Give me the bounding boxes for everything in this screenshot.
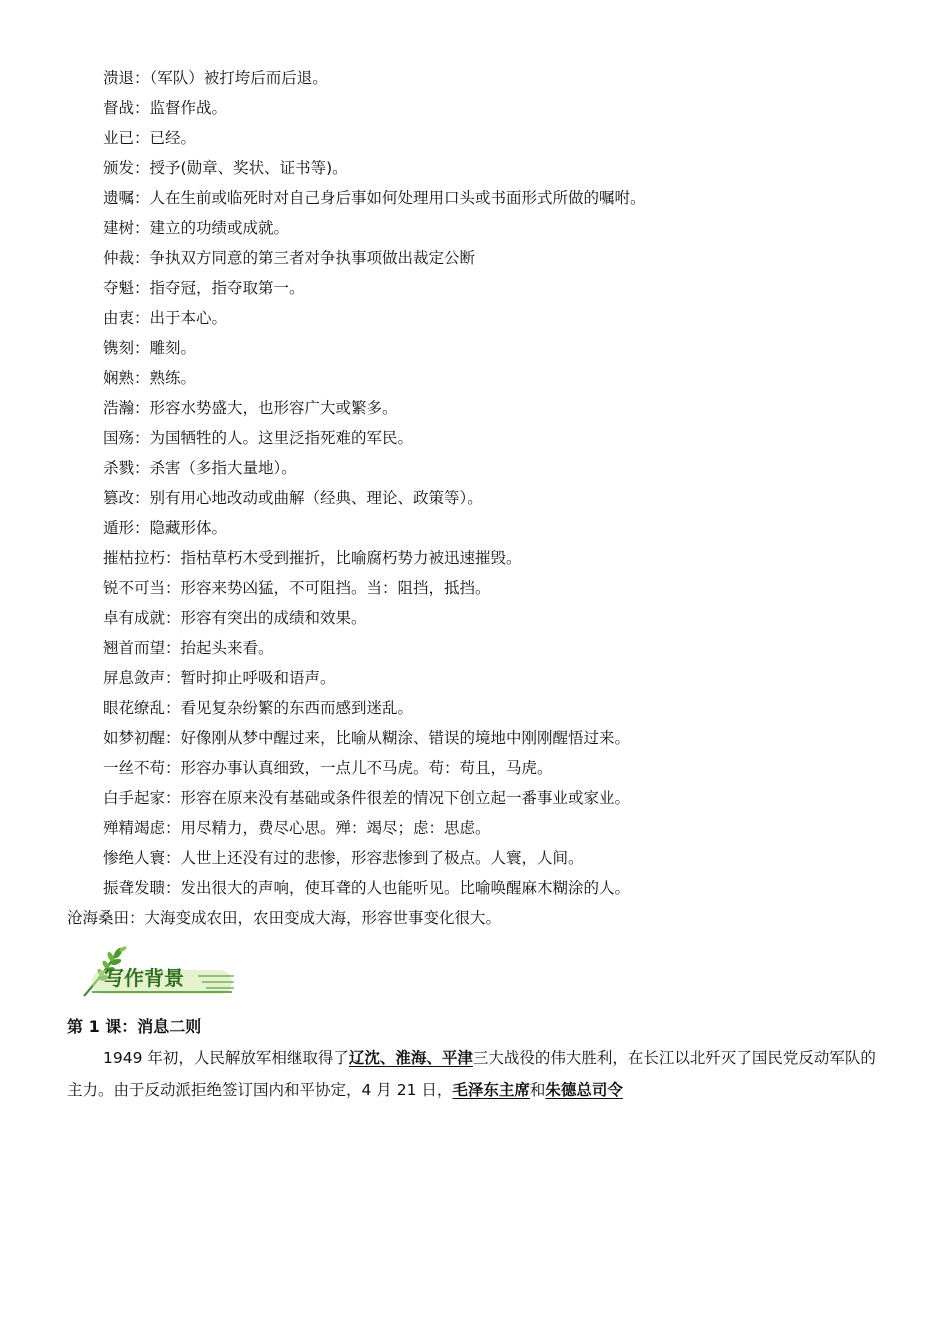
vocab-separator: ： [134,129,150,147]
vocab-term: 惨绝人寰 [103,849,166,867]
vocab-term: 如梦初醒 [103,729,166,747]
vocab-entry [0,303,950,333]
lesson-paragraph [67,1042,879,1106]
vocab-term: 卓有成就 [103,609,166,627]
vocab-definition: 发出很大的声响，使耳聋的人也能听见。比喻唤醒麻木糊涂的人。 [180,879,631,897]
vocab-separator: ： [134,159,150,177]
paragraph-text: 1949 年初，人民解放军相继取得了 [103,1049,349,1067]
vocab-definition: 形容有突出的成绩和效果。 [180,609,367,627]
vocab-separator: ： [165,819,181,837]
vocab-separator: ： [165,699,181,717]
vocab-separator: ： [165,879,181,897]
vocab-term: 白手起家 [103,789,166,807]
vocab-term: 一丝不苟 [103,759,166,777]
vocab-term: 建树 [103,219,135,237]
vocab-entry [0,753,950,783]
banner-title: 写作背景 [104,966,184,990]
keyword-highlight: 毛泽东主席 [452,1081,530,1099]
vocab-term: 颁发 [103,159,135,177]
vocab-entry [0,213,950,243]
vocab-definition: 形容来势凶猛，不可阻挡。当：阻挡，抵挡。 [180,579,491,597]
paragraph-text: 三大战役的伟大胜利，在长江以北歼灭了国民党反动军队的主力。由于反动派拒绝签订国内和平协定，4 月 21 日， [67,1049,876,1099]
vocab-definition: 形容水势盛大，也形容广大或繁多。 [149,399,398,417]
vocab-definition: 授予(勋章、奖状、证书等)。 [149,159,348,177]
vocab-term: 国殇 [103,429,135,447]
vocab-entry [0,663,950,693]
vocab-definition: 隐藏形体。 [149,519,228,537]
vocab-separator: ： [134,249,150,267]
vocab-separator: ： [134,189,150,207]
vocab-term: 督战 [103,99,135,117]
vocab-term: 沧海桑田 [67,909,130,927]
vocab-definition: 看见复杂纷繁的东西而感到迷乱。 [180,699,414,717]
vocab-separator: ： [165,759,181,777]
vocab-term: 遗嘱 [103,189,135,207]
vocab-term: 振聋发聩 [103,879,166,897]
vocab-entry [0,603,950,633]
vocab-entry [0,273,950,303]
vocab-definition: 用尽精力，费尽心思。殚：竭尽；虑：思虑。 [180,819,491,837]
vocab-entry [0,723,950,753]
vocab-definition: 形容办事认真细致，一点儿不马虎。苟：苟且，马虎。 [180,759,553,777]
vocab-entry [0,543,950,573]
vocab-definition: 已经。 [149,129,197,147]
vocab-separator: ： [134,219,150,237]
vocab-term: 摧枯拉朽 [103,549,166,567]
vocab-entry [0,783,950,813]
vocab-entry [0,153,950,183]
vocab-entry [0,573,950,603]
vocab-term: 屏息敛声 [103,669,166,687]
vocab-term: 仲裁 [103,249,135,267]
keyword-highlight: 朱德总司令 [545,1081,623,1099]
vocab-separator: ： [134,459,150,477]
vocab-entry [0,813,950,843]
vocab-separator: ： [129,909,145,927]
vocab-entry [0,903,950,933]
vocab-entry [0,423,950,453]
vocab-definition: 杀害（多指大量地）。 [149,459,297,477]
vocab-separator: ： [134,519,150,537]
banner-graphic [78,940,238,1002]
vocab-entry [0,483,950,513]
vocab-separator: ： [165,579,181,597]
vocab-definition: （军队）被打垮后而后退。 [149,69,328,87]
keyword-highlight: 辽沈、淮海、平津 [348,1049,473,1067]
vocab-separator: ： [134,489,150,507]
vocab-entry [0,243,950,273]
vocab-definition: 暂时抑止呼吸和语声。 [180,669,336,687]
vocab-entry [0,873,950,903]
lesson-title: 第 1 课：消息二则 [67,1017,202,1036]
vocab-entry [0,633,950,663]
vocab-definition: 抬起头来看。 [180,639,274,657]
vocab-definition: 建立的功绩或成就。 [149,219,290,237]
vocab-definition: 好像刚从梦中醒过来，比喻从糊涂、错误的境地中刚刚醒悟过来。 [180,729,631,747]
vocab-definition: 大海变成农田，农田变成大海，形容世事变化很大。 [144,909,502,927]
vocab-definition: 形容在原来没有基础或条件很差的情况下创立起一番事业或家业。 [180,789,631,807]
vocab-term: 夺魁 [103,279,135,297]
vocab-term: 翘首而望 [103,639,166,657]
writing-background-banner [78,940,238,1002]
vocab-term: 篡改 [103,489,135,507]
vocab-term: 眼花缭乱 [103,699,166,717]
vocab-separator: ： [134,339,150,357]
vocab-entry [0,393,950,423]
vocab-term: 娴熟 [103,369,135,387]
vocab-definition: 熟练。 [149,369,197,387]
vocab-definition: 人世上还没有过的悲惨，形容悲惨到了极点。人寰，人间。 [180,849,584,867]
vocab-definition: 监督作战。 [149,99,228,117]
vocab-entry [0,183,950,213]
vocab-separator: ： [134,99,150,117]
vocab-definition: 人在生前或临死时对自己身后事如何处理用口头或书面形式所做的嘱咐。 [149,189,646,207]
vocab-definition: 出于本心。 [149,309,228,327]
vocab-separator: ： [165,789,181,807]
vocab-separator: ： [165,729,181,747]
vocab-definition: 指枯草朽木受到摧折，比喻腐朽势力被迅速摧毁。 [180,549,522,567]
vocab-separator: ： [134,279,150,297]
vocab-separator: ： [165,549,181,567]
vocab-term: 由衷 [103,309,135,327]
vocab-separator: ： [134,369,150,387]
vocab-separator: ： [134,309,150,327]
vocab-entry [0,843,950,873]
paragraph-text: 和 [529,1081,546,1099]
vocab-entry [0,513,950,543]
vocab-entry [0,693,950,723]
vocab-definition: 为国牺牲的人。这里泛指死难的军民。 [149,429,414,447]
vocab-entry [0,363,950,393]
vocab-separator: ： [165,849,181,867]
vocab-term: 殚精竭虑 [103,819,166,837]
vocab-entry [0,123,950,153]
vocab-term: 遁形 [103,519,135,537]
vocab-entry [0,63,950,93]
vocab-separator: ： [165,639,181,657]
vocab-term: 镌刻 [103,339,135,357]
vocab-separator: ： [165,609,181,627]
vocab-entry [0,93,950,123]
vocab-term: 杀戮 [103,459,135,477]
vocab-definition: 别有用心地改动或曲解（经典、理论、政策等）。 [149,489,483,507]
vocab-definition: 争执双方同意的第三者对争执事项做出裁定公断 [149,249,476,267]
vocab-separator: ： [134,399,150,417]
vocab-entry [0,453,950,483]
vocab-separator: ： [134,429,150,447]
vocab-term: 锐不可当 [103,579,166,597]
vocab-term: 业已 [103,129,135,147]
vocab-definition: 雕刻。 [149,339,197,357]
vocab-separator: ： [165,669,181,687]
vocab-term: 溃退 [103,69,135,87]
vocabulary-list [0,63,950,933]
vocab-separator: ： [134,69,150,87]
vocab-definition: 指夺冠，指夺取第一。 [149,279,305,297]
vocab-entry [0,333,950,363]
vocab-term: 浩瀚 [103,399,135,417]
